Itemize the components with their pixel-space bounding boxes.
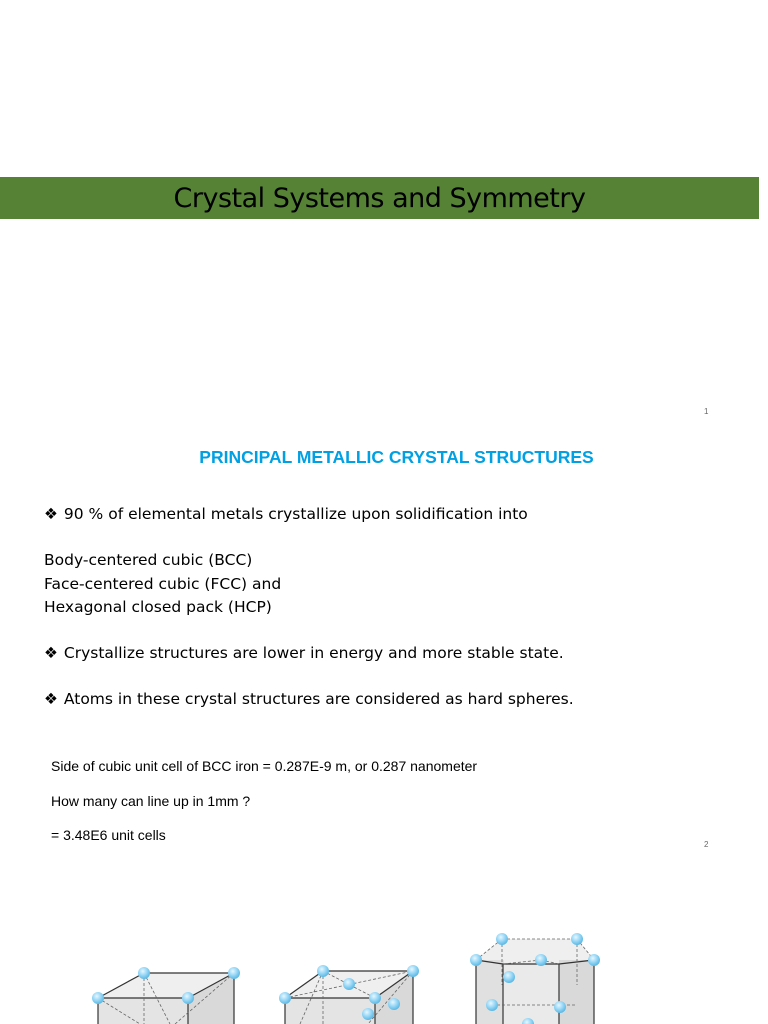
bullet-text: Atoms in these crystal structures are considered as hard spheres.	[63, 690, 574, 708]
fcc-unit-cell	[279, 965, 419, 1024]
slide-title: Crystal Systems and Symmetry	[173, 182, 586, 214]
bullet-item-2	[44, 644, 564, 662]
atom	[369, 992, 381, 1004]
bullet-item-1	[44, 505, 528, 523]
atom	[503, 971, 515, 983]
note-unit-cell-size: Side of cubic unit cell of BCC iron = 0.287E-9 m, or 0.287 nanometer	[51, 758, 478, 774]
bcc-unit-cell	[92, 967, 240, 1024]
atom	[362, 1008, 374, 1020]
bullet-text: Crystallize structures are lower in energy and more stable state.	[63, 644, 564, 662]
atom	[92, 992, 104, 1004]
atom	[182, 992, 194, 1004]
atom	[407, 965, 419, 977]
atom	[588, 954, 600, 966]
atom	[470, 954, 482, 966]
atom	[486, 999, 498, 1011]
bullet-text: 90 % of elemental metals crystallize upon solidification into	[63, 505, 528, 523]
note-answer: = 3.48E6 unit cells	[51, 827, 166, 843]
diamond-bullet-icon: ❖	[44, 505, 58, 523]
atom	[496, 933, 508, 945]
atom	[317, 965, 329, 977]
atom	[279, 992, 291, 1004]
section-heading: PRINCIPAL METALLIC CRYSTAL STRUCTURES	[199, 447, 594, 467]
atom	[228, 967, 240, 979]
diamond-bullet-icon: ❖	[44, 644, 58, 662]
structure-line-hcp: Hexagonal closed pack (HCP)	[44, 598, 272, 616]
atom	[343, 978, 355, 990]
structure-line-bcc: Body-centered cubic (BCC)	[44, 551, 253, 569]
atom	[388, 998, 400, 1010]
page-number-2: 2	[704, 840, 709, 849]
note-question: How many can line up in 1mm ?	[51, 793, 251, 809]
atom	[571, 933, 583, 945]
atom	[554, 1001, 566, 1013]
title-banner	[0, 177, 759, 219]
atom	[535, 954, 547, 966]
bullet-item-3	[44, 690, 574, 708]
diamond-bullet-icon: ❖	[44, 690, 58, 708]
crystal-structures-figure	[0, 925, 768, 1024]
atom	[138, 967, 150, 979]
hcp-unit-cell	[470, 933, 600, 1024]
structure-line-fcc: Face-centered cubic (FCC) and	[44, 575, 282, 593]
page-number-1: 1	[704, 407, 709, 416]
